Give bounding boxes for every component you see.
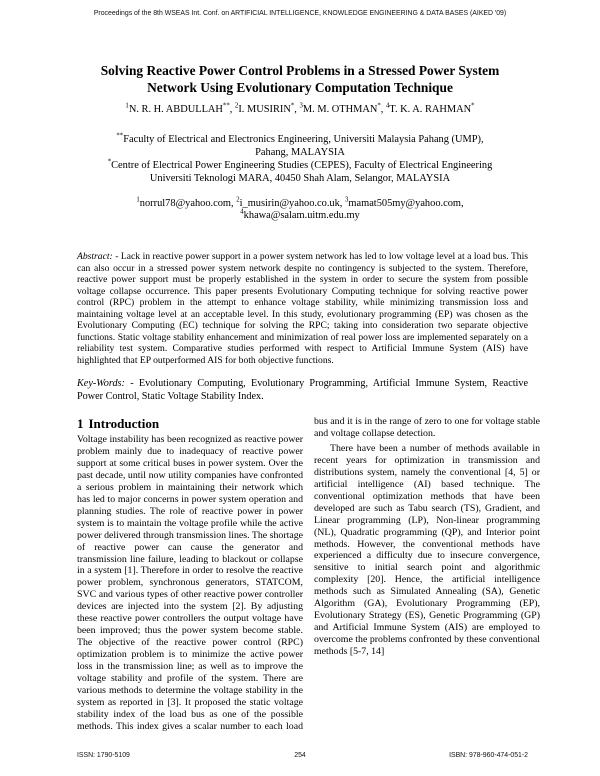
title-line-1: Solving Reactive Power Control Problems in a Stressed Power System bbox=[100, 63, 500, 78]
email-1-index: 1 bbox=[136, 196, 140, 204]
intro-paragraph-1-continued: bus and it is in the range of zero to one for voltage stable and voltage collapse detection. bbox=[314, 416, 540, 439]
email-4-index: 4 bbox=[240, 208, 244, 216]
footer-isbn: ISBN: 978-960-474-051-2 bbox=[449, 752, 528, 759]
author-3-mark: * bbox=[377, 102, 381, 110]
email-2: i_musirin@yahoo.co.uk, bbox=[239, 198, 346, 209]
footer-page-number: 254 bbox=[294, 752, 306, 759]
email-3: mamat505my@yahoo.com, bbox=[348, 198, 464, 209]
author-1-index: 1 bbox=[125, 102, 129, 110]
abstract-text: - Lack in reactive power support in a power system network has led to low voltage level at a load bus. This can also occur in a stressed power system network despite no contingency is subjected to the system. Therefore, reactive power support must be properly established in the system in order to secure the system from possible voltage collapse occurrence. This paper presents Evolutionary Computing technique for solving reactive power control (RPC) problem in the attempt to enhance voltage stability, while minimizing transmission loss and maintaining voltage level at an acceptable level. In this study, evolutionary programming (EP) was chosen as the Evolutionary Computing (EC) technique for solving the RPC; taking into consideration two separate objective functions. Static voltage stability enhancement and minimization of real power loss are implemented separately on a reliability test system. Comparative studies performed with respect to Artificial Immune System (AIS) have highlighted that EP outperformed AIS for both objective functions. bbox=[77, 251, 528, 366]
author-1-name: N. R. H. ABDULLAH bbox=[128, 104, 223, 115]
author-1-mark: ** bbox=[222, 102, 230, 110]
author-emails bbox=[40, 198, 560, 223]
author-4-index: 4 bbox=[385, 102, 390, 110]
right-column bbox=[314, 416, 540, 658]
abstract bbox=[77, 251, 528, 366]
affiliation-2-line-1: Centre of Electrical Power Engineering Studies (CEPES), Faculty of Electrical Engineering bbox=[111, 160, 493, 171]
affiliation-1 bbox=[40, 134, 560, 160]
email-2-index: 2 bbox=[236, 196, 240, 204]
affiliation-2-mark: * bbox=[107, 158, 112, 166]
author-4-name: T. K. A. RAHMAN bbox=[389, 104, 472, 115]
author-3-index: 3 bbox=[299, 102, 303, 110]
abstract-label: Abstract: bbox=[77, 251, 113, 262]
author-4-mark: * bbox=[471, 102, 475, 110]
affiliation-1-mark: ** bbox=[116, 132, 124, 140]
email-3-index: 3 bbox=[345, 196, 349, 204]
section-1-heading bbox=[77, 416, 303, 431]
affiliation-1-line-2: Pahang, MALAYSIA bbox=[255, 146, 345, 158]
footer-issn: ISSN: 1790-5109 bbox=[77, 752, 130, 759]
author-list: $^1$N. R. H. ABDULLAH**, $^2$I. MUSIRIN*, $^3$M. M. OTHMAN*, $^4$T. K. A. RAHMAN* bbox=[125, 102, 475, 115]
keywords-label: Key-Words: bbox=[77, 378, 125, 389]
affiliation-1-line-1: Faculty of Electrical and Electronics Engineering, Universiti Malaysia Pahang (UMP), bbox=[123, 134, 484, 145]
title-line-2: Network Using Evolutionary Computation Technique bbox=[147, 80, 453, 95]
section-1-number: 1 bbox=[77, 416, 84, 431]
author-2-index: 2 bbox=[234, 102, 239, 110]
author-2-mark: * bbox=[290, 102, 295, 110]
affiliation-2-line-2: Universiti Teknologi MARA, 40450 Shah Alam, Selangor, MALAYSIA bbox=[149, 172, 451, 184]
intro-paragraph-2: There have been a number of methods available in recent years for optimization in transmission and distributions system, namely the conventional [4, 5] or artificial intelligence (AI) based technique. The conventional optimization methods that have been developed are such as Tabu search (TS), Gradient, and Linear programming (LP), Non-linear programming (NL), Quadratic programming (QP), and Interior point methods. However, the conventional methods have experienced a difficulty due to insecure convergence, sensitive to initial search point and algorithmic complexity [20]. Hence, the artificial intelligence methods such as Simulated Annealing (SA), Genetic Algorithm (GA), Evolutionary Programming (EP), Evolutionary Strategy (ES), Genetic Programming (GP) and Artificial Immune System (AIS) are employed to overcome the problems confronted by these conventional methods [5-7, 14] bbox=[314, 442, 540, 658]
author-2-name: I. MUSIRIN bbox=[238, 104, 291, 115]
section-1-title: Introduction bbox=[88, 416, 160, 431]
keywords-text: - Evolutionary Computing, Evolutionary Programming, Artificial Immune System, Reactive Power Control, Static Voltage Stability Index. bbox=[77, 378, 528, 402]
affiliation-2 bbox=[40, 160, 560, 186]
paper-title bbox=[40, 62, 560, 96]
email-4: khawa@salam.uitm.edu.my bbox=[243, 210, 360, 222]
email-1: norrul78@yahoo.com, bbox=[139, 198, 237, 209]
left-column bbox=[77, 416, 303, 733]
intro-paragraph-1: Voltage instability has been recognized as reactive power problem mainly due to inadequacy of reactive power support at some critical buses in power system. Over the past decade, until now utility companies have confronted a serious problem in maintaining their network which has led to major concerns in power system operation and planning studies. The role of reactive power in power system is to maintain the voltage profile while the active power delivered through transmission lines. The shortage of reactive power can cause the generator and transmission line failure, leading to blackout or collapse in a system [1]. Therefore in order to resolve the reactive power problem, synchronous generators, STATCOM, SVC and various types of other reactive power controller devices are injected into the system [2]. By adjusting these reactive power controllers the output voltage have been improved; thus the power system become stable. The objective of the reactive power control (RPC) optimization problem is to minimize the active power loss in the transmission line; as well as to improve the voltage stability and profile of the system. There are various methods to determine the voltage stability in the system as reported in [3]. It proposed the static voltage stability index of the load bus as one of the possible methods. This index gives a scalar number to each load bbox=[77, 434, 303, 732]
keywords bbox=[77, 378, 528, 403]
author-3-name: M. M. OTHMAN bbox=[302, 104, 378, 115]
running-head: Proceedings of the 8th WSEAS Int. Conf. on ARTIFICIAL INTELLIGENCE, KNOWLEDGE ENGINEERING & DATA BASES (AIKED '09) bbox=[93, 10, 507, 17]
